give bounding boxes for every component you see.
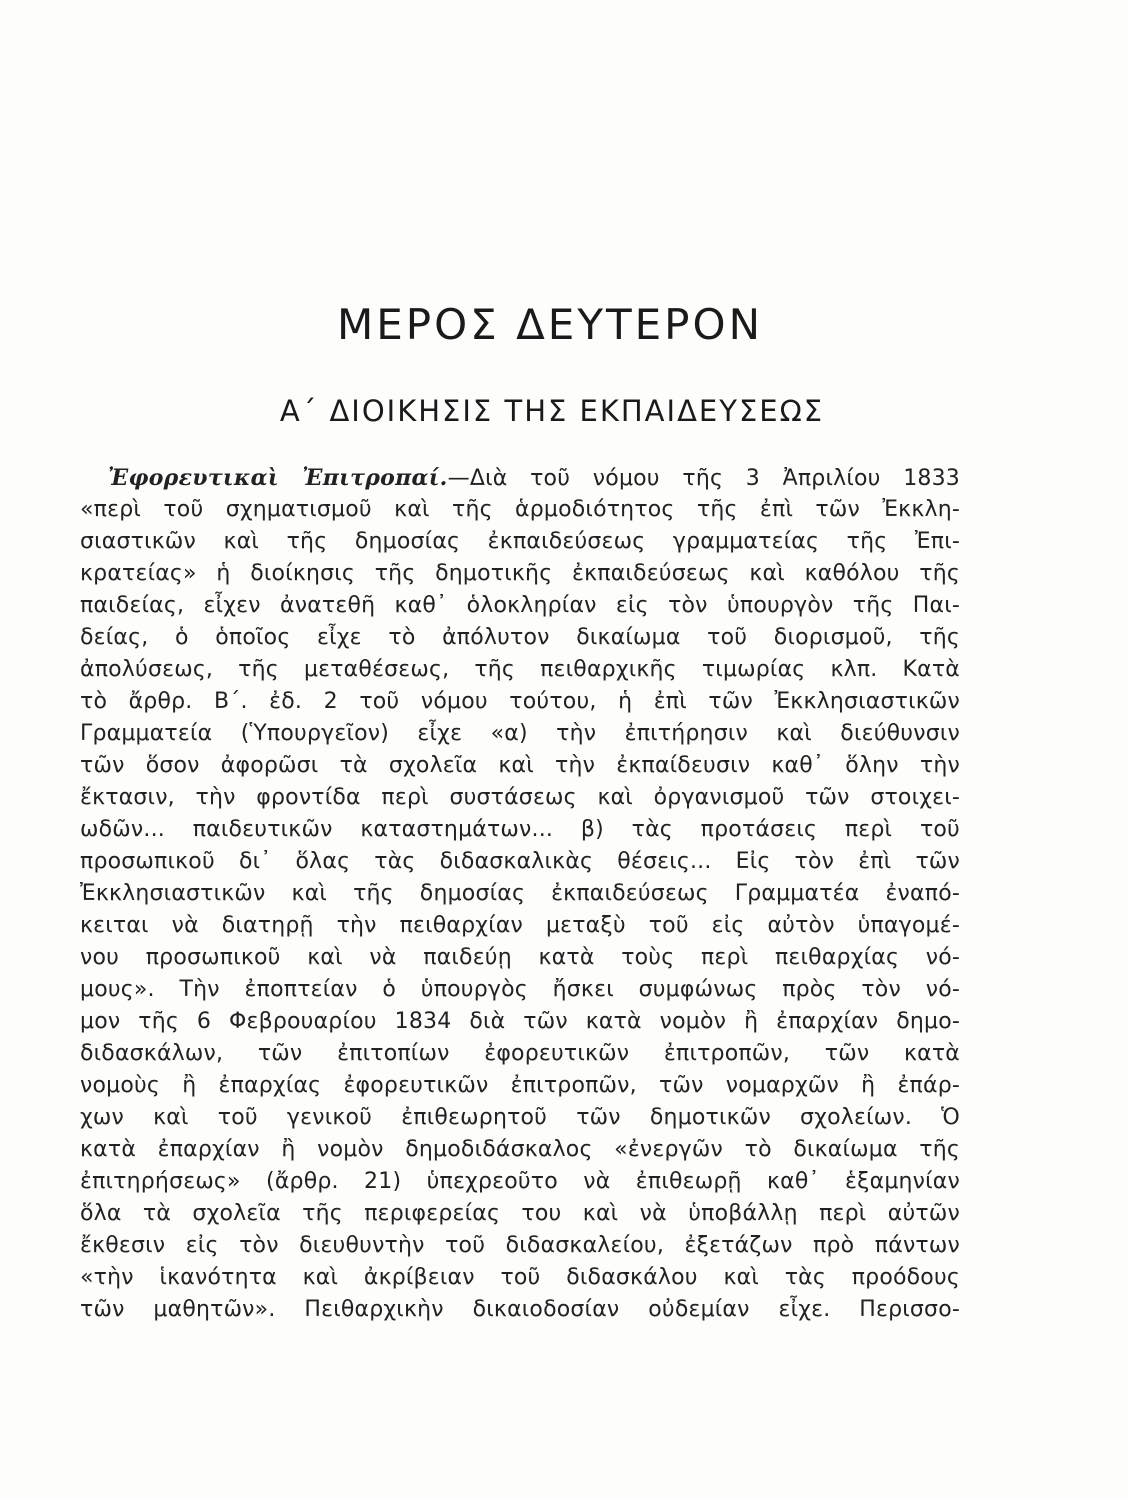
- paragraph-line: νου προσωπικοῦ καὶ νὰ παιδεύῃ κατὰ τοὺς περὶ πειθαρχίας νό-: [80, 945, 960, 970]
- paragraph-line: κρατείας» ἡ διοίκησις τῆς δημοτικῆς ἐκπαιδεύσεως καὶ καθόλου τῆς: [80, 561, 960, 586]
- paragraph-line: τὸ ἄρθρ. Β΄. ἐδ. 2 τοῦ νόμου τούτου, ἡ ἐπὶ τῶν Ἐκκλησιαστικῶν: [80, 689, 960, 714]
- paragraph-line: «περὶ τοῦ σχηματισμοῦ καὶ τῆς ἁρμοδιότητος τῆς ἐπὶ τῶν Ἐκκλη-: [80, 497, 960, 522]
- paragraph-line: ἀπολύσεως, τῆς μεταθέσεως, τῆς πειθαρχικῆς τιμωρίας κλπ. Κατὰ: [80, 657, 960, 682]
- paragraph-line: ωδῶν... παιδευτικῶν καταστημάτων... β) τὰς προτάσεις περὶ τοῦ: [80, 817, 960, 842]
- paragraph-lead-in: Ἐφορευτικαὶ Ἐπιτροπαί.: [108, 465, 448, 491]
- paragraph-line: Γραμματεία (Ὑπουργεῖον) εἶχε «α) τὴν ἐπιτήρησιν καὶ διεύθυνσιν: [80, 721, 960, 746]
- paragraph-line: κειται νὰ διατηρῇ τὴν πειθαρχίαν μεταξὺ τοῦ εἰς αὐτὸν ὑπαγομέ-: [80, 913, 960, 938]
- section-title: Α΄ ΔΙΟΙΚΗΣΙΣ ΤΗΣ ΕΚΠΑΙΔΕΥΣΕΩΣ: [279, 394, 825, 428]
- paragraph-line: χων καὶ τοῦ γενικοῦ ἐπιθεωρητοῦ τῶν δημοτικῶν σχολείων. Ὁ: [80, 1105, 960, 1130]
- paragraph-line: σιαστικῶν καὶ τῆς δημοσίας ἐκπαιδεύσεως γραμματείας τῆς Ἐπι-: [80, 529, 960, 554]
- paragraph-line: μους». Τὴν ἐποπτείαν ὁ ὑπουργὸς ἤσκει συμφώνως πρὸς τὸν νό-: [80, 977, 960, 1002]
- paragraph-line: νομοὺς ἢ ἐπαρχίας ἐφορευτικῶν ἐπιτροπῶν, τῶν νομαρχῶν ἢ ἐπάρ-: [80, 1073, 960, 1098]
- paragraph-line: δείας, ὁ ὁποῖος εἶχε τὸ ἀπόλυτον δικαίωμα τοῦ διορισμοῦ, τῆς: [80, 625, 960, 650]
- paragraph-first-line: [80, 462, 960, 494]
- paragraph-line: κατὰ ἐπαρχίαν ἢ νομὸν δημοδιδάσκαλος «ἐνεργῶν τὸ δικαίωμα τῆς: [80, 1137, 960, 1162]
- paragraph-line: Ἐκκλησιαστικῶν καὶ τῆς δημοσίας ἐκπαιδεύσεως Γραμματέα ἐναπό-: [80, 881, 960, 906]
- paragraph-line: ἔκθεσιν εἰς τὸν διευθυντὴν τοῦ διδασκαλείου, ἐξετάζων πρὸ πάντων: [80, 1233, 960, 1258]
- body-paragraph: [80, 462, 960, 1326]
- paragraph-line: μον τῆς 6 Φεβρουαρίου 1834 διὰ τῶν κατὰ νομὸν ἢ ἐπαρχίαν δημο-: [80, 1009, 960, 1034]
- paragraph-line: «τὴν ἱκανότητα καὶ ἀκρίβειαν τοῦ διδασκάλου καὶ τὰς προόδους: [80, 1265, 960, 1290]
- paragraph-line: τῶν ὅσον ἀφορῶσι τὰ σχολεῖα καὶ τὴν ἐκπαίδευσιν καθ᾽ ὅλην τὴν: [80, 753, 960, 778]
- paragraph-line: ὅλα τὰ σχολεῖα τῆς περιφερείας του καὶ νὰ ὑποβάλλῃ περὶ αὐτῶν: [80, 1201, 960, 1226]
- paragraph-line: τῶν μαθητῶν». Πειθαρχικὴν δικαιοδοσίαν οὐδεμίαν εἶχε. Περισσο-: [80, 1297, 960, 1322]
- part-title: ΜΕΡΟΣ ΔΕΥΤΕΡΟΝ: [337, 300, 763, 349]
- paragraph-line: διδασκάλων, τῶν ἐπιτοπίων ἐφορευτικῶν ἐπιτροπῶν, τῶν κατὰ: [80, 1041, 960, 1066]
- paragraph-first-line-text: —Διὰ τοῦ νόμου τῆς 3 Ἀπριλίου 1833: [447, 466, 960, 491]
- paragraph-line: προσωπικοῦ δι᾽ ὅλας τὰς διδασκαλικὰς θέσεις... Εἰς τὸν ἐπὶ τῶν: [80, 849, 960, 874]
- paragraph-line: ἔκτασιν, τὴν φροντίδα περὶ συστάσεως καὶ ὀργανισμοῦ τῶν στοιχει-: [80, 785, 960, 810]
- paragraph-line: παιδείας, εἶχεν ἀνατεθῆ καθ᾽ ὁλοκληρίαν εἰς τὸν ὑπουργὸν τῆς Παι-: [80, 593, 960, 618]
- paragraph-line: ἐπιτηρήσεως» (ἄρθρ. 21) ὑπεχρεοῦτο νὰ ἐπιθεωρῇ καθ᾽ ἑξαμηνίαν: [80, 1169, 960, 1194]
